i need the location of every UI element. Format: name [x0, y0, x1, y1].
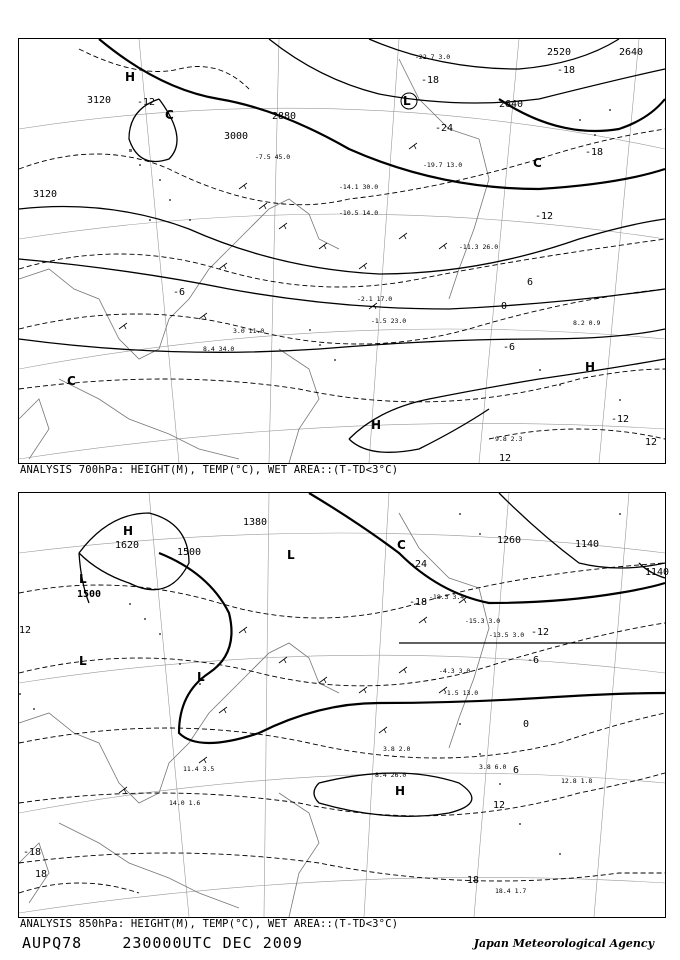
low-center: L: [197, 670, 205, 684]
isotherms: [19, 563, 665, 893]
caption-850hpa: ANALYSIS 850hPa: HEIGHT(M), TEMP(°C), WET AREA::(T-TD<3°C): [20, 918, 399, 930]
station-plot: -18.3 3.4: [429, 593, 465, 601]
temp-label: 0: [523, 719, 530, 730]
station-plot: -10.5 14.0: [339, 209, 379, 217]
height-label: 1260: [497, 535, 522, 546]
station-plot: 9.8 2.3: [495, 435, 523, 443]
station-plot: -11.3 26.0: [459, 243, 499, 251]
chart-700hpa: [18, 38, 666, 464]
pressure-centers: [79, 524, 406, 798]
temp-label: 0: [501, 301, 508, 312]
height-label: 2640: [499, 99, 524, 110]
low-center: L: [79, 654, 87, 668]
station-plot: 3.8 6.0: [479, 763, 507, 771]
temp-label: -24: [435, 123, 454, 134]
cold-center: C: [397, 538, 406, 552]
station-plot: -1.5 13.0: [443, 689, 479, 697]
station-plot: -1.5 23.0: [371, 317, 407, 325]
temp-label: -6: [527, 655, 540, 666]
station-plot: -2.1 17.0: [357, 295, 393, 303]
height-label: 1380: [243, 517, 268, 528]
height-label: 3000: [224, 131, 249, 142]
temp-label: -12: [531, 627, 550, 638]
height-label: 2640: [619, 47, 644, 58]
station-plot: 14.0 1.6: [169, 799, 201, 807]
station-plot: 3.8 2.0: [383, 745, 411, 753]
wet-area: [129, 109, 621, 401]
station-plot: 11.4 3.5: [183, 765, 215, 773]
temp-label: 12: [645, 437, 658, 448]
station-plot: -4.3 3.0: [439, 667, 471, 675]
cold-center: C: [165, 108, 174, 122]
low-center: L: [287, 548, 295, 562]
height-label: 1140: [645, 567, 670, 578]
agency-name: Japan Meteorological Agency: [473, 937, 654, 950]
high-center: H: [395, 784, 406, 798]
height-label: 3120: [87, 95, 112, 106]
temp-label: -6: [173, 287, 186, 298]
wind-barbs: [119, 597, 467, 793]
station-plot: -22.7 3.0: [415, 53, 451, 61]
valid-time: 230000UTC DEC 2009: [122, 934, 303, 952]
temp-label: -18: [421, 75, 440, 86]
height-label: 2880: [272, 111, 297, 122]
graticule: [19, 39, 665, 463]
low-center: L: [403, 94, 411, 108]
cold-center: C: [67, 374, 76, 388]
height-label: 1140: [575, 539, 600, 550]
temp-label: 18: [467, 875, 480, 886]
station-plot: -13.5 3.0: [489, 631, 525, 639]
height-label: 3120: [33, 189, 58, 200]
station-plot: 8.2 0.9: [573, 319, 601, 327]
station-plot: 18.4 1.7: [495, 887, 527, 895]
height-label: 1500: [177, 547, 202, 558]
height-label: 1620: [115, 540, 140, 551]
station-plot: -15.3 3.0: [465, 617, 501, 625]
height-label: 2520: [547, 47, 572, 58]
height-contours: [19, 39, 665, 452]
station-plot: 12.8 1.8: [561, 777, 593, 785]
high-center: H: [371, 418, 382, 432]
high-center: H: [123, 524, 134, 538]
temp-label: -6: [503, 342, 516, 353]
temp-label: -12: [137, 97, 156, 108]
temp-label: -18: [557, 65, 576, 76]
wind-barbs: [119, 143, 447, 329]
temp-label: 12: [19, 625, 32, 636]
cold-center: C: [533, 156, 542, 170]
product-header: [22, 934, 303, 952]
temp-label: 6: [527, 277, 534, 288]
temp-label: -18: [23, 847, 42, 858]
map-700hpa: [19, 39, 665, 463]
isotherms: [19, 49, 665, 439]
temp-label: 12: [493, 800, 506, 811]
station-plot: -19.7 13.0: [423, 161, 463, 169]
temp-label: -18: [585, 147, 604, 158]
station-plot: -14.1 30.0: [339, 183, 379, 191]
product-code: AUPQ78: [22, 934, 83, 952]
height-label: 1500: [77, 589, 102, 600]
station-plot: 3.0 11.0: [233, 327, 265, 335]
temp-label: -12: [535, 211, 554, 222]
station-plot: 8.4 26.0: [375, 771, 407, 779]
station-plot: 8.4 34.0: [203, 345, 235, 353]
temp-label: -24: [409, 559, 428, 570]
caption-700hpa: ANALYSIS 700hPa: HEIGHT(M), TEMP(°C), WET AREA::(T-TD<3°C): [20, 464, 399, 476]
temp-label: -12: [611, 414, 630, 425]
temp-label: 18: [35, 869, 48, 880]
temp-label: 6: [513, 765, 520, 776]
high-center: H: [125, 70, 136, 84]
pressure-centers: [67, 70, 595, 432]
temp-label: 12: [499, 453, 512, 464]
station-plot: -7.5 45.0: [255, 153, 291, 161]
low-center: L: [79, 572, 87, 586]
temp-label: -18: [409, 597, 428, 608]
map-850hpa: [19, 493, 670, 917]
high-center: H: [585, 360, 596, 374]
temp-labels: [137, 65, 657, 464]
chart-850hpa: [18, 492, 670, 918]
